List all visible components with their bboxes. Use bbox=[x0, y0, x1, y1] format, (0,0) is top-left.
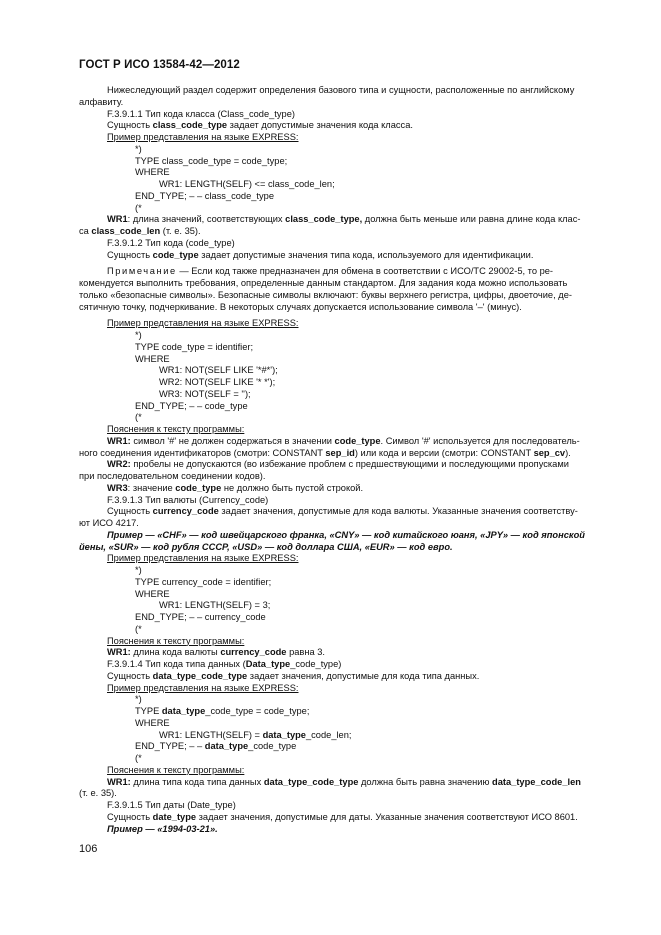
definition: Сущность code_type задает допустимые значения типа кода, используемого для идентификации. bbox=[107, 249, 534, 260]
definition: Сущность currency_code задает значения, допустимые для кода валюты. Указанные значения соответству- bbox=[107, 506, 578, 517]
code-line: END_TYPE; – – data_type_code_type bbox=[135, 741, 297, 752]
code-line: (* bbox=[135, 623, 142, 634]
code-line: WHERE bbox=[135, 353, 170, 364]
program-explanation-label: Пояснения к тексту программы: bbox=[107, 764, 245, 775]
code-line: WHERE bbox=[135, 167, 170, 178]
code-line: (* bbox=[135, 202, 142, 213]
express-example-label: Пример представления на языке EXPRESS: bbox=[107, 682, 299, 693]
rule-explanation: WR1: длина кода валюты currency_code равна 3. bbox=[107, 647, 325, 658]
rule-explanation: WR2: пробелы не допускаются (во избежание проблем с предшествующими и последующими пропусками bbox=[107, 459, 569, 470]
section-heading: F.3.9.1.1 Тип кода класса (Class_code_type) bbox=[107, 108, 295, 119]
code-line: *) bbox=[135, 143, 142, 154]
intro-line-1: Нижеследующий раздел содержит определения базового типа и сущности, расположенные по английскому bbox=[107, 85, 575, 95]
page-header: ГОСТ Р ИСО 13584-42—2012 bbox=[79, 59, 240, 71]
code-line: TYPE code_type = identifier; bbox=[135, 341, 254, 352]
code-line: (* bbox=[135, 753, 142, 763]
example-line: йены, «SUR» — код рубля СССР, «USD» — код доллара США, «EUR» — код евро. bbox=[79, 541, 453, 552]
code-line: END_TYPE; – – currency_code bbox=[135, 612, 266, 622]
code-line: WR3: NOT(SELF = ''); bbox=[159, 388, 251, 399]
express-example-label: Пример представления на языке EXPRESS: bbox=[107, 132, 299, 142]
code-line: END_TYPE; – – code_type bbox=[135, 400, 248, 411]
note-line: Примечание — Если код также предназначен для обмена в соответствии с ИСО/ТС 29002-5, то ре- bbox=[107, 266, 554, 277]
code-line: WHERE bbox=[135, 717, 170, 728]
section-heading: F.3.9.1.2 Тип кода (code_type) bbox=[107, 237, 235, 248]
definition: Сущность class_code_type задает допустимые значения кода класса. bbox=[107, 120, 413, 131]
rule-explanation-cont: при последовательном соединении кодов). bbox=[79, 471, 266, 481]
rule-explanation-cont: ного соединения идентификаторов (смотри: CONSTANT sep_id) или кода и версии (смотри: CONSTANT sep_cv). bbox=[79, 447, 571, 458]
express-example-label: Пример представления на языке EXPRESS: bbox=[107, 553, 299, 564]
example-line: Пример — «1994-03-21». bbox=[107, 823, 218, 834]
code-line: *) bbox=[135, 565, 142, 575]
section-heading: F.3.9.1.5 Тип даты (Date_type) bbox=[107, 800, 236, 810]
express-example-label: Пример представления на языке EXPRESS: bbox=[107, 318, 299, 329]
rule-explanation-cont: са class_code_len (т. е. 35). bbox=[79, 226, 201, 236]
code-line: WR1: LENGTH(SELF) <= class_code_len; bbox=[159, 179, 335, 189]
note-line: комендуется выполнить требования, определенные данным стандартом. Для задания кода можно использовать bbox=[79, 278, 568, 288]
code-line: WHERE bbox=[135, 588, 170, 599]
definition-cont: ют ИСО 4217. bbox=[79, 518, 139, 528]
definition: Сущность data_type_code_type задает значения, допустимые для кода типа данных. bbox=[107, 670, 480, 681]
program-explanation-label: Пояснения к тексту программы: bbox=[107, 635, 245, 646]
code-line: END_TYPE; – – class_code_type bbox=[135, 190, 275, 201]
section-heading: F.3.9.1.3 Тип валюты (Currency_code) bbox=[107, 494, 269, 505]
note-line: сятичную точку, подчеркивание. В некоторых случаях допускается использование символа '–' (минус). bbox=[79, 301, 522, 312]
code-line: TYPE class_code_type = code_type; bbox=[135, 155, 288, 166]
rule-explanation: WR3: значение code_type не должно быть пустой строкой. bbox=[107, 482, 364, 493]
code-line: (* bbox=[135, 412, 142, 423]
code-line: WR1: NOT(SELF LIKE '*#*'); bbox=[159, 365, 278, 376]
section-heading: F.3.9.1.4 Тип кода типа данных (Data_type_code_type) bbox=[107, 659, 342, 669]
rule-explanation: WR1: символ '#' не должен содержаться в значении code_type. Символ '#' используется для последователь- bbox=[107, 435, 580, 446]
rule-explanation: WR1: длина типа кода типа данных data_type_code_type должна быть равна значению data_type_code_len bbox=[107, 776, 581, 787]
code-line: TYPE currency_code = identifier; bbox=[135, 576, 272, 587]
code-line: WR1: LENGTH(SELF) = data_type_code_len; bbox=[159, 729, 352, 740]
program-explanation-label: Пояснения к тексту программы: bbox=[107, 424, 245, 434]
code-line: *) bbox=[135, 694, 142, 705]
code-line: TYPE data_type_code_type = code_type; bbox=[135, 706, 310, 716]
code-line: WR1: LENGTH(SELF) = 3; bbox=[159, 600, 271, 611]
note-line: только «безопасные символы». Безопасные символы включают: буквы верхнего регистра, цифры, двоеточие, де- bbox=[79, 289, 572, 300]
intro-line-2: алфавиту. bbox=[79, 96, 124, 107]
page-body bbox=[79, 85, 615, 835]
code-line: *) bbox=[135, 330, 142, 340]
rule-explanation-cont: (т. е. 35). bbox=[79, 788, 117, 799]
definition: Сущность date_type задает значения, допустимые для даты. Указанные значения соответствуют ИСО 8601. bbox=[107, 811, 578, 822]
code-line: WR2: NOT(SELF LIKE '* *'); bbox=[159, 377, 276, 387]
page-number: 106 bbox=[79, 843, 98, 855]
note-label: Примечание bbox=[107, 266, 177, 277]
rule-explanation: WR1: длина значений, соответствующих class_code_type, должна быть меньше или равна длине кода клас- bbox=[107, 214, 581, 225]
example-line: Пример — «CHF» — код швейцарского франка, «CNY» — код китайского юаня, «JPY» — код японской bbox=[107, 529, 585, 540]
